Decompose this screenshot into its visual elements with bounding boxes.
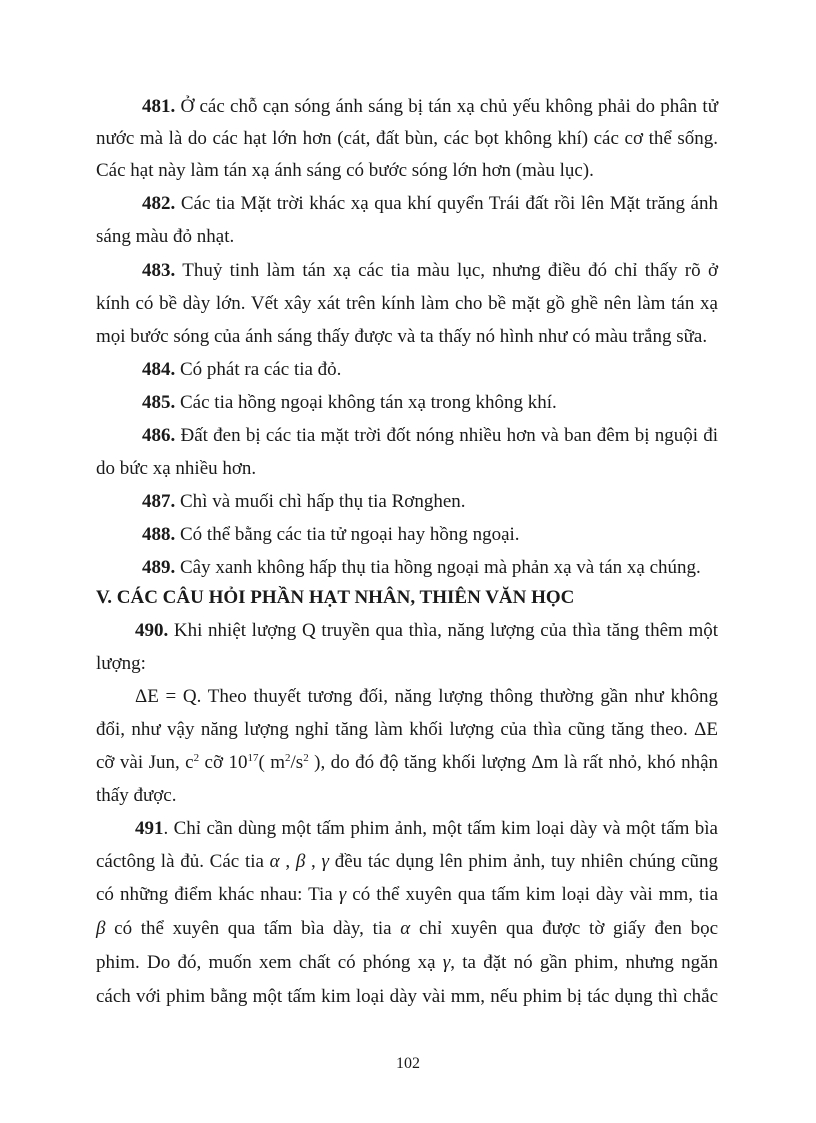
p490-line-3: ΔE = Q. Theo thuyết tương đối, năng lượng thông thường gần như không bbox=[135, 686, 718, 707]
p483-line-3: mọi bước sóng của ánh sáng thấy được và ta thấy nó hình như có màu trắng sữa. bbox=[96, 326, 708, 347]
superscript: 17 bbox=[247, 752, 259, 764]
text-line: Có thể bằng các tia tử ngoại hay hồng ngoại. bbox=[180, 524, 520, 545]
item-number: 482. bbox=[142, 193, 176, 214]
beta-symbol: β bbox=[96, 918, 106, 939]
gamma-symbol: γ bbox=[442, 952, 451, 973]
item-number: 483. bbox=[142, 260, 176, 281]
superscript: 2 bbox=[193, 752, 200, 764]
text-line: Các tia hồng ngoại không tán xạ trong không khí. bbox=[180, 392, 557, 413]
text-line: Chì và muối chì hấp thụ tia Rơnghen. bbox=[180, 491, 466, 512]
p484-line-1 bbox=[142, 359, 341, 381]
p482-line-1 bbox=[142, 193, 718, 215]
p482-line-2: sáng màu đỏ nhạt. bbox=[96, 226, 235, 247]
gamma-symbol: γ bbox=[338, 884, 347, 905]
text-run: , bbox=[305, 851, 322, 872]
item-number: 491 bbox=[135, 818, 164, 839]
item-number: 484. bbox=[142, 359, 176, 380]
p485-line-1 bbox=[142, 392, 557, 414]
item-number: 490. bbox=[135, 620, 169, 641]
item-number: 481. bbox=[142, 96, 176, 117]
p483-line-2: kính có bề dày lớn. Vết xây xát trên kính làm cho bề mặt gồ ghề nên làm tán xạ bbox=[96, 293, 718, 314]
p486-line-1 bbox=[142, 425, 718, 447]
item-number: 488. bbox=[142, 524, 176, 545]
text-run: có những điểm khác nhau: Tia bbox=[96, 884, 339, 905]
p490-line-1 bbox=[135, 620, 718, 642]
text-run: có thể xuyên qua tấm bìa dày, tia bbox=[105, 918, 401, 939]
p481-line-1 bbox=[142, 96, 718, 118]
text-run: , bbox=[279, 851, 296, 872]
item-number: 487. bbox=[142, 491, 176, 512]
text-run: đều tác dụng lên phim ảnh, tuy nhiên chúng cũng bbox=[328, 851, 719, 872]
p491-line-4 bbox=[96, 918, 718, 940]
item-number: 486. bbox=[142, 425, 176, 446]
beta-symbol: β bbox=[295, 851, 306, 872]
text-run: phim. Do đó, muốn xem chất có phóng xạ bbox=[96, 952, 443, 973]
text-line: Ở các chỗ cạn sóng ánh sáng bị tán xạ chủ yếu không phải do phân tử bbox=[180, 96, 718, 117]
gamma-symbol: γ bbox=[321, 851, 329, 872]
p490-line-2: lượng: bbox=[96, 653, 146, 674]
text-line: Có phát ra các tia đỏ. bbox=[180, 359, 342, 380]
text-run: chỉ xuyên qua được tờ giấy đen bọc bbox=[410, 918, 718, 939]
text-run: có thể xuyên qua tấm kim loại dày vài mm, tia bbox=[346, 884, 718, 905]
text-line: . Chỉ cần dùng một tấm phim ảnh, một tấm kim loại dày và một tấm bìa bbox=[163, 818, 718, 839]
text-line: Thuỷ tinh làm tán xạ các tia màu lục, nhưng điều đó chỉ thấy rõ ở bbox=[182, 260, 718, 281]
p490-line-6: thấy được. bbox=[96, 785, 177, 806]
p491-line-3 bbox=[96, 884, 718, 906]
item-number: 489. bbox=[142, 557, 176, 578]
p490-line-5 bbox=[96, 752, 718, 774]
p491-line-2 bbox=[96, 851, 718, 873]
text-run: cáctông là đủ. Các tia bbox=[96, 851, 270, 872]
page-number: 102 bbox=[396, 1055, 420, 1072]
p487-line-1 bbox=[142, 491, 466, 513]
text-run: cỡ 10 bbox=[199, 752, 248, 773]
section-heading: V. CÁC CÂU HỎI PHẦN HẠT NHÂN, THIÊN VĂN HỌC bbox=[96, 587, 575, 608]
p491-line-5 bbox=[96, 952, 718, 974]
p488-line-1 bbox=[142, 524, 520, 546]
text-run: cỡ vài Jun, c bbox=[96, 752, 194, 773]
p481-line-2: nước mà là do các hạt lớn hơn (cát, đất bùn, các bọt không khí) các cơ thể sống. bbox=[96, 128, 718, 149]
p491-line-1 bbox=[135, 818, 718, 840]
text-run: ( m bbox=[258, 752, 285, 773]
text-run: /s bbox=[290, 752, 304, 773]
superscript: 2 bbox=[285, 752, 291, 764]
text-run: ), do đó độ tăng khối lượng Δm là rất nhỏ, khó nhận bbox=[308, 752, 718, 773]
item-number: 485. bbox=[142, 392, 176, 413]
alpha-symbol: α bbox=[269, 851, 280, 872]
text-line: Khi nhiệt lượng Q truyền qua thìa, năng lượng của thìa tăng thêm một bbox=[173, 620, 719, 641]
p489-line-1 bbox=[142, 557, 701, 579]
p481-line-3: Các hạt này làm tán xạ ánh sáng có bước sóng lớn hơn (màu lục). bbox=[96, 160, 594, 181]
superscript: 2 bbox=[303, 752, 309, 764]
p490-line-4: đổi, như vậy năng lượng nghỉ tăng làm khối lượng của thìa cũng tăng theo. ΔE bbox=[96, 719, 718, 740]
text-run: , ta đặt nó gần phim, nhưng ngăn bbox=[450, 952, 719, 973]
p491-line-6: cách với phim bằng một tấm kim loại dày vài mm, nếu phim bị tác dụng thì chắc bbox=[96, 986, 718, 1007]
text-line: Các tia Mặt trời khác xạ qua khí quyển Trái đất rồi lên Mặt trăng ánh bbox=[180, 193, 718, 214]
alpha-symbol: α bbox=[400, 918, 411, 939]
p483-line-1 bbox=[142, 260, 718, 282]
p486-line-2: do bức xạ nhiều hơn. bbox=[96, 458, 257, 479]
text-line: Đất đen bị các tia mặt trời đốt nóng nhiều hơn và ban đêm bị nguội đi bbox=[180, 425, 719, 446]
text-line: Cây xanh không hấp thụ tia hồng ngoại mà phản xạ và tán xạ chúng. bbox=[180, 557, 701, 578]
